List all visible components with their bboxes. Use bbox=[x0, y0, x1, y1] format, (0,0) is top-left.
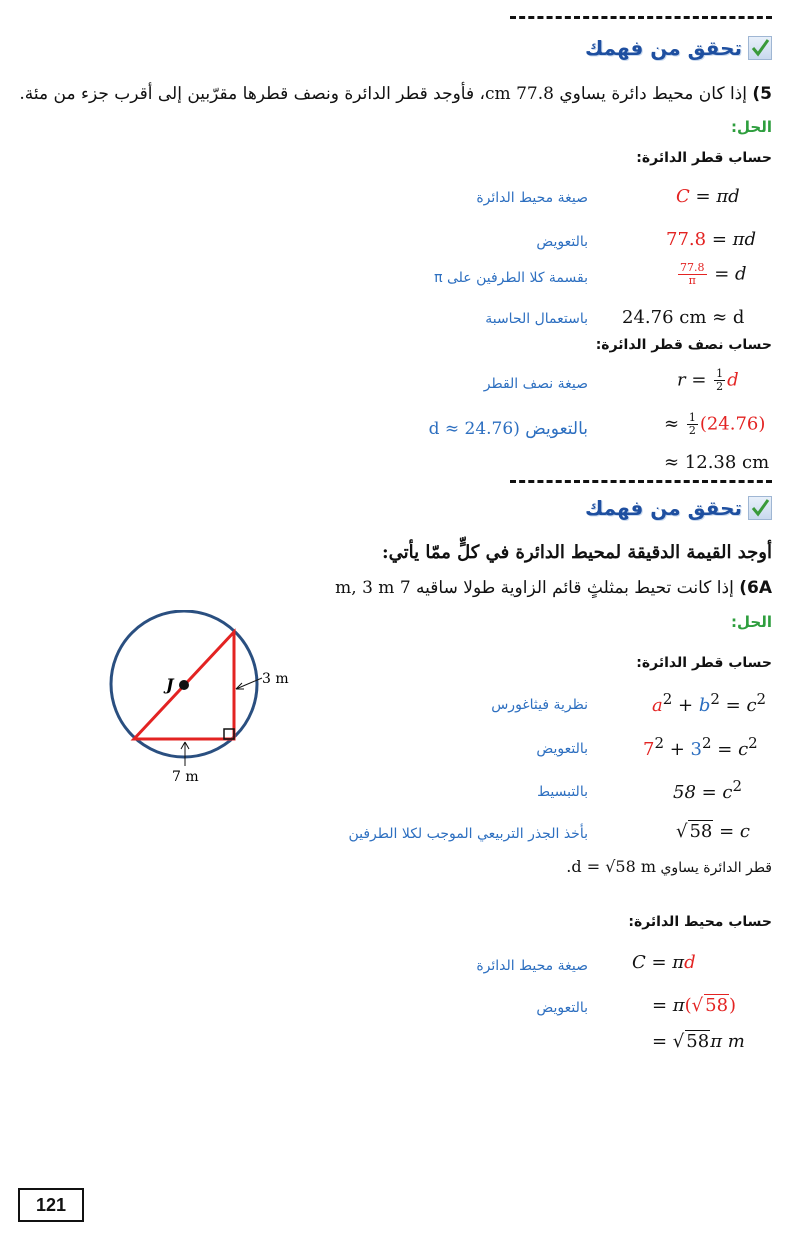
step-note: بالتعويض (d ≈ 24.76 bbox=[428, 419, 588, 439]
equation: C = πd bbox=[632, 952, 696, 973]
problem-text: إذا كان محيط دائرة يساوي 77.8 cm، فأوجد قطر الدائرة ونصف قطرها مقرّبين إلى أقرب جزء من مئة. bbox=[19, 84, 747, 104]
check-understanding-header bbox=[585, 496, 772, 520]
check-title: تحقق من فهمك bbox=[585, 36, 742, 60]
solution-label: الحل: bbox=[731, 118, 772, 136]
base-label: 7 m bbox=[172, 769, 199, 785]
equation: $7^2 + 3^2 = c^2$ bbox=[643, 734, 758, 760]
step-note: صيغة محيط الدائرة bbox=[476, 190, 588, 206]
problem-5 bbox=[19, 84, 772, 104]
diameter-heading: حساب قطر الدائرة: bbox=[636, 150, 772, 166]
check-mark-icon bbox=[748, 496, 772, 520]
check-understanding-header bbox=[585, 36, 772, 60]
center-point bbox=[179, 680, 189, 690]
check-title: تحقق من فهمك bbox=[585, 496, 742, 520]
equation: 24.76 cm ≈ d bbox=[622, 307, 745, 328]
center-label: J bbox=[166, 675, 174, 694]
step-note: بأخذ الجذر التربيعي الموجب لكلا الطرفين bbox=[348, 826, 588, 842]
step-note: بالتعويض bbox=[536, 234, 588, 250]
problem-number: 5) bbox=[752, 84, 772, 104]
solution-label: الحل: bbox=[731, 613, 772, 631]
problem-text: إذا كانت تحيط بمثلثٍ قائم الزاوية طولا ساقيه 7 m, 3 m bbox=[335, 578, 734, 598]
equation: C = πd bbox=[676, 186, 740, 207]
equation: $a^2 + b^2 = c^2$ bbox=[652, 690, 767, 716]
equation: = π(√ 58) bbox=[652, 995, 737, 1016]
top-divider bbox=[510, 16, 772, 19]
page-number: 121 bbox=[18, 1188, 84, 1222]
step-note: بالتبسيط bbox=[537, 784, 588, 800]
check-mark-icon bbox=[748, 36, 772, 60]
step-note: بالتعويض bbox=[536, 741, 588, 757]
mid-divider bbox=[510, 480, 772, 483]
equation: $58 = c^2$ bbox=[673, 777, 743, 803]
step-note: صيغة نصف القطر bbox=[483, 376, 588, 392]
equation: $\frac{77.8}{\pi}$ = d bbox=[680, 261, 747, 287]
side-label: 3 m bbox=[262, 671, 289, 687]
circumference-heading: حساب محيط الدائرة: bbox=[628, 914, 772, 930]
equation: 77.8 = πd bbox=[666, 229, 756, 250]
equation: ≈ 12.38 cm bbox=[664, 452, 770, 473]
diameter-heading: حساب قطر الدائرة: bbox=[636, 655, 772, 671]
intro-text: أوجد القيمة الدقيقة لمحيط الدائرة في كلٍّ ممّا يأتي: bbox=[381, 542, 772, 563]
equation: = √ 58π m bbox=[652, 1031, 745, 1052]
problem-number: 6A) bbox=[739, 578, 772, 598]
equation: ≈ $\frac{1}{2}$ (24.76) bbox=[664, 411, 766, 437]
step-note: باستعمال الحاسبة bbox=[485, 311, 588, 327]
step-note: نظرية فيثاغورس bbox=[491, 697, 588, 713]
equation: √ 58 = c bbox=[676, 821, 751, 842]
step-note: صيغة محيط الدائرة bbox=[476, 958, 588, 974]
step-note: بقسمة كلا الطرفين على π bbox=[434, 270, 588, 286]
radius-heading: حساب نصف قطر الدائرة: bbox=[595, 337, 772, 353]
equation: r = $\frac{1}{2}$ d bbox=[677, 367, 739, 393]
diameter-result: قطر الدائرة يساوي .d = √58 m bbox=[566, 857, 772, 876]
problem-6a bbox=[335, 578, 772, 598]
step-note: بالتعويض bbox=[536, 1000, 588, 1016]
